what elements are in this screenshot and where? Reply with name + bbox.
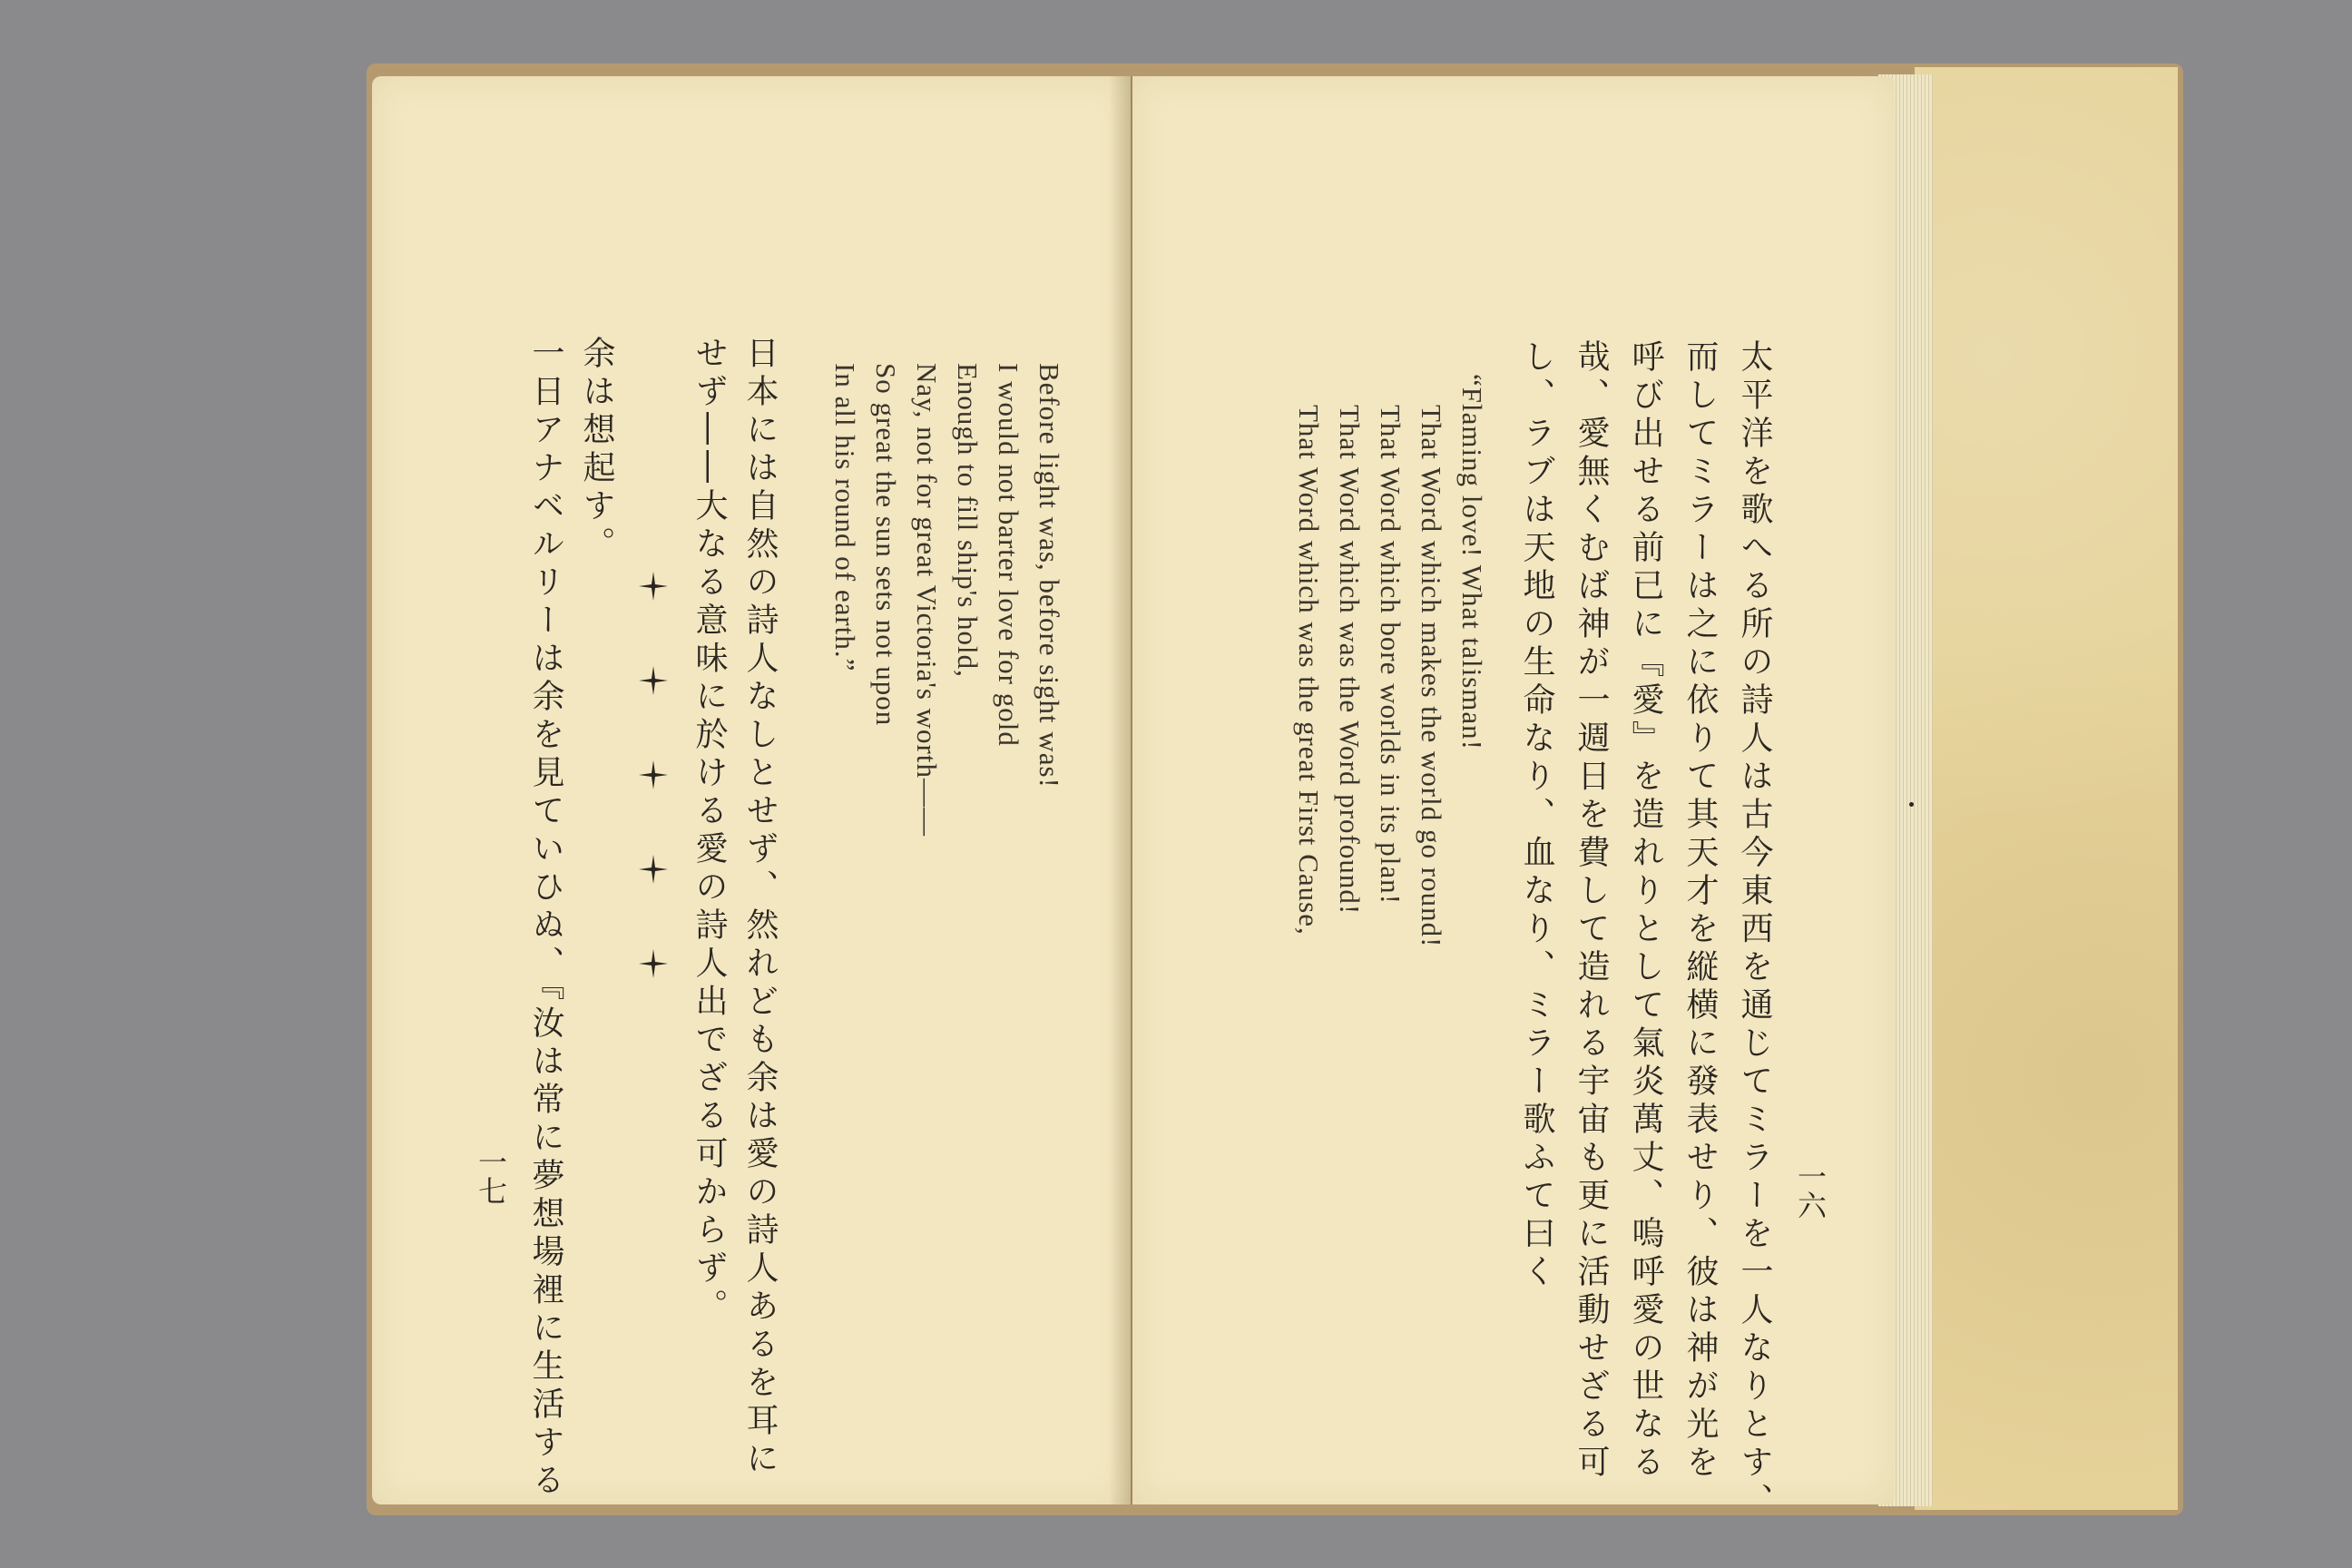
- ornament-column: [633, 566, 673, 984]
- book-board-right: [1915, 67, 2178, 1510]
- right-page: [1132, 76, 1895, 1521]
- body-text-line: 日本には自然の詩人なしとせず、然れども余は愛の詩人あるを耳に: [741, 336, 779, 1479]
- ink-speck: [1909, 802, 1914, 807]
- ornament-icon: [633, 944, 673, 984]
- ornament-icon: [633, 661, 673, 701]
- poem-line: I would not barter love for gold: [993, 363, 1024, 747]
- ornament-icon: [633, 849, 673, 889]
- poem-line: In all his round of earth.”: [829, 363, 861, 672]
- poem-line: So great the sun sets not upon: [870, 363, 902, 727]
- body-text-line: 一日アナベルリーは余を見ていひぬ、『汝は常に夢想場裡に生活する: [527, 336, 564, 1501]
- ornament-icon: [633, 566, 673, 606]
- body-text-line: せず――大なる意味に於ける愛の詩人出でざる可からず。: [691, 336, 728, 1327]
- ornament-icon: [633, 755, 673, 795]
- page-number: 一六: [1793, 1161, 1828, 1220]
- body-text-line: 呼び出せる前已に『愛』を造れりとして氣炎萬丈、嗚呼愛の世なる: [1627, 339, 1664, 1483]
- body-text-line: 而してミラーは之に依りて其天才を縦横に發表せり、彼は神が光を: [1681, 339, 1719, 1483]
- body-text-line: 余は想起す。: [578, 336, 615, 564]
- poem-line: That Word which was the great First Cause,: [1293, 405, 1325, 936]
- body-text-line: 太平洋を歌へる所の詩人は古今東西を通じてミラーを一人なりとす、: [1736, 339, 1773, 1521]
- poem-line: That Word which was the Word profound!: [1334, 405, 1366, 916]
- body-text-line: 哉、愛無くむば神が一週日を費して造れる宇宙も更に活動せざる可: [1573, 339, 1610, 1483]
- poem-line: That Word which makes the world go round!: [1416, 405, 1447, 948]
- poem-line: “Flaming love! What talisman!: [1456, 374, 1488, 750]
- body-text-line: し、ラブは天地の生命なり、血なり、ミラー歌ふて曰く: [1518, 339, 1555, 1292]
- left-page: [372, 76, 1131, 1504]
- poem-line: Before light was, before sight was!: [1034, 363, 1065, 789]
- poem-line: Nay, not for great Victoria's worth——: [911, 363, 943, 837]
- poem-line: That Word which bore worlds in its plan!: [1375, 405, 1406, 905]
- page-number: 一七: [474, 1147, 508, 1205]
- poem-line: Enough to fill ship's hold,: [952, 363, 984, 678]
